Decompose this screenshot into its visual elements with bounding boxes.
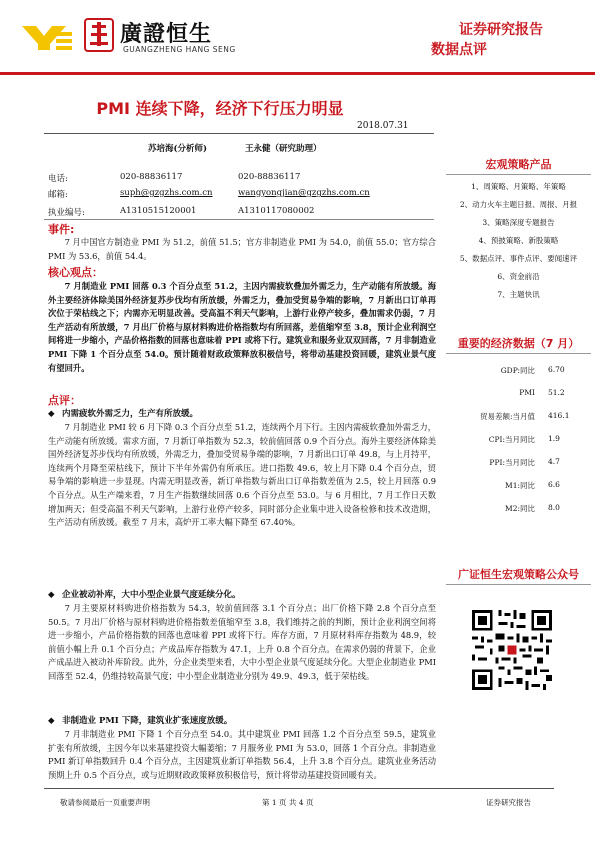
seal-icon <box>84 18 114 52</box>
divider <box>446 174 591 175</box>
phone-label: 电话: <box>48 174 68 184</box>
event-text: 7 月中国官方制造业 PMI 为 51.2，前值 51.5；官方非制造业 PMI 为 54.0，前值 55.0；官方综合 PMI 为 53.6，前值 54.4。 <box>48 237 436 261</box>
license-label: 执业编号: <box>48 208 85 218</box>
company-logo-icon <box>22 24 74 50</box>
bullet-text-3: 7 月非制造业 PMI 下降 1 个百分点至 54.0。其中建筑业 PMI 回落 1.2 个百分点至 59.5，建筑业扩张有所放缓，主因今年以来基建投资大幅萎缩；7 月服务业 PMI 为 53.0，回落 1 个百分点。非制造业 PMI 新订单指数回升 0.4 个百分点，主因建筑业新订单指数 56.4，上升 3.8 个百分点。建筑业业务活动预期上升 0.5 个百分点，或与近期财政政策释放积极信号，预计将带动基建投资回暖有关。 <box>48 729 436 780</box>
bullet-text-1: 7 月制造业 PMI 较 6 月下降 0.3 个百分点至 51.2，连续两个月下行。主因内需疲软叠加外需乏力，生产动能有所放缓。需求方面，7 月新订单指数为 52.3，较前值回落 0.9 个百分点。海外主要经济体除美国外经济复苏步伐均有所放缓，外需乏力，叠加受贸易争端的影响，7 月新出口订单 49.8，与上月持平，连续两个月降至荣枯线下，预计下半年外需仍有所承压。进口指数 49.6，较上月下降 0.4 个百分点，贸易争端的影响进一步显现。内需无明显改善，新订单指数与新出口订单指数差值为 2.5，较上月回落 0.9 个百分点。从生产端来看，7 月生产指数继续回落 0.6 个百分点至 53.0。与 6 月相比，7 月工作日天数增加两天；但受高温不利天气影响，上游行业停产较多，同时部分企业集中进入设备检修和技术改造期，生产活动有所放缓。截至 7 月末，高炉开工率大幅下降至 67.40%。 <box>48 422 436 528</box>
econ-row <box>446 434 591 456</box>
econ-value: 51.2 <box>548 388 565 397</box>
econ-row <box>446 388 591 410</box>
product-item: 3、策略深度专题报告 <box>482 218 555 227</box>
econ-value: 6.6 <box>548 480 560 489</box>
bullet-heading-3: ◆ 非制造业 PMI 下降，建筑业扩张速度放缓。 <box>48 716 233 726</box>
email-label: 邮箱: <box>48 190 68 200</box>
sidebar-products-title: 宏观策略产品 <box>485 158 552 171</box>
econ-row <box>446 480 591 502</box>
footer-divider <box>44 788 554 789</box>
sidebar-econ-title: 重要的经济数据（7 月） <box>457 337 580 350</box>
report-subtype: 数据点评 <box>431 42 487 58</box>
econ-row <box>446 457 591 479</box>
core-text: 7 月制造业 PMI 回落 0.3 个百分点至 51.2，主因内需疲软叠加外需乏力，生产动能有所放缓。海外主要经济体除美国外经济复苏步伐均有所放缓，外需乏力，叠加受贸易争端的影响，7 月新出口订单再次位于荣枯线之下；内需亦无明显改善。受高温不利天气影响，上游行业停产较多，叠加需求仍弱，7 月生产活动有所放缓，7 月出厂价格与原材料购进价格指数均有所回落，差值缩窄至 3.8，预计企业利润空间将进一步缩小，产品价格指数的回落也意味着 PPI 或将下行。建筑业和服务业双双回落，7 月非制造业 PMI 下降 1 个百分点至 54.0。预计随着财政政策释放积极信号，将带动基建投资回暖，建筑业景气度有望回升。 <box>48 281 436 373</box>
econ-value: 8.0 <box>548 503 560 512</box>
econ-value: 6.70 <box>548 365 565 374</box>
license-2: A1310117080002 <box>238 206 315 216</box>
author-2: 王永健（研究助理） <box>245 144 322 154</box>
bullet-text-2: 7 月主要原材料购进价格指数为 54.3，较前值回落 3.1 个百分点；出厂价格下降 2.8 个百分点至 50.5。7 月出厂价格与原材料购进价格指数差值缩窄至 3.8，我们维持之前的判断，预计企业利润空间将进一步缩小，产品价格指数的回落也意味着 PPI 或将下行。库存方面，7 月原材料库存指数为 48.9，较前值小幅上升 0.1 个百分点；产成品库存指数为 47.1，上升 0.8 个百分点。在需求仍弱的背景下，企业产成品进入被动补库阶段。此外，分企业类型来看，大中小型企业景气度延续分化。大型企业制造业 PMI 回落至 52.4，仍维持较高景气度；中小型企业制造业分别为 49.9、49.3，低于荣枯线。 <box>48 603 436 681</box>
report-date: 2018.07.31 <box>357 121 409 131</box>
econ-name: 贸易差额:当月值 <box>479 412 535 421</box>
econ-row <box>446 365 591 387</box>
econ-name: M1:同比 <box>505 481 535 490</box>
econ-name: M2:同比 <box>505 504 535 513</box>
econ-name: GDP:同比 <box>500 366 535 375</box>
divider <box>446 584 591 585</box>
product-item: 6、资金前沿 <box>497 272 540 281</box>
author-1: 苏培海(分析师) <box>148 144 208 154</box>
econ-row <box>446 503 591 525</box>
econ-name: PMI <box>519 388 535 397</box>
header-divider <box>0 72 595 75</box>
phone-1: 020-88836117 <box>120 172 183 182</box>
divider <box>446 353 591 354</box>
bullet-heading-2: ◆ 企业被动补库，大中小型企业景气度延续分化。 <box>48 590 241 600</box>
brand-name: 廣證恒生 <box>120 22 213 47</box>
brand-name-en: GUANGZHENG HANG SENG <box>123 45 236 54</box>
bullet-heading-1: ◆ 内需疲软外需乏力，生产有所放缓。 <box>48 409 199 419</box>
econ-row <box>446 411 591 433</box>
product-item: 4、预披策略、新股策略 <box>478 236 559 245</box>
econ-value: 416.1 <box>548 411 570 420</box>
phone-2: 020-88836117 <box>238 172 301 182</box>
econ-name: CPI:当月同比 <box>488 435 535 444</box>
product-item: 2、动力火车主题日报、周报、月报 <box>459 200 578 209</box>
section-core-title: 核心观点： <box>48 266 103 279</box>
qr-code-icon[interactable] <box>469 607 555 693</box>
bullet-icon: ◆ <box>48 716 55 726</box>
product-item: 7、主题快讯 <box>497 290 540 299</box>
section-event-title: 事件: <box>48 223 75 236</box>
econ-value: 4.7 <box>548 457 560 466</box>
footer-label: 证券研究报告 <box>486 798 531 807</box>
product-item: 5、数据点评、事件点评、要闻速评 <box>459 254 578 263</box>
bullet-icon: ◆ <box>48 409 55 419</box>
footer-disclaimer-link[interactable]: 敬请参阅最后一页重要声明 <box>60 798 150 807</box>
page-title: PMI 连续下降，经济下行压力明显 <box>96 99 344 118</box>
econ-name: PPI:当月同比 <box>489 458 535 467</box>
econ-value: 1.9 <box>548 434 560 443</box>
page-number: 第 1 页 共 4 页 <box>262 798 314 807</box>
product-item: 1、周策略、月策略、年策略 <box>471 182 566 191</box>
divider <box>44 133 434 134</box>
divider <box>44 219 434 220</box>
bullet-icon: ◆ <box>48 590 55 600</box>
email-link-2[interactable]: wangyongjian@gzgzhs.com.cn <box>238 188 370 198</box>
section-comment-title: 点评： <box>48 394 81 407</box>
report-type: 证券研究报告 <box>459 22 543 38</box>
license-1: A1310515120001 <box>120 206 197 216</box>
email-link-1[interactable]: suph@gzgzhs.com.cn <box>120 188 213 198</box>
sidebar-wechat-title: 广证恒生宏观策略公众号 <box>458 568 579 581</box>
